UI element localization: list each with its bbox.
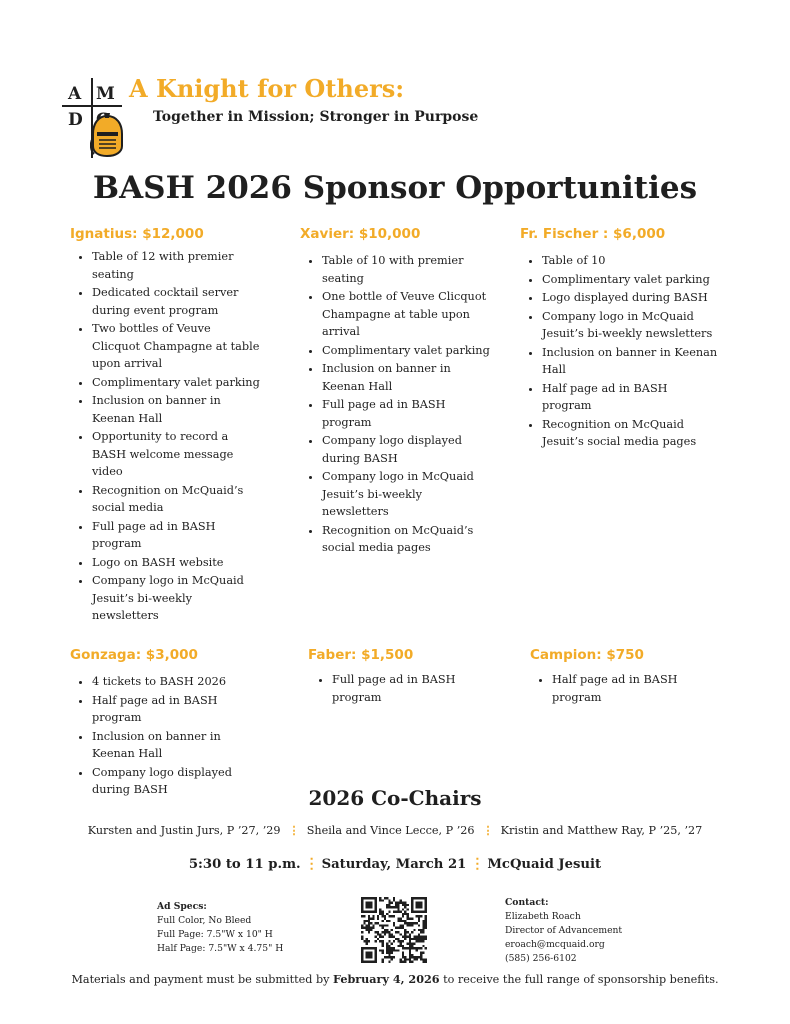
qr-modules [361,897,427,963]
tier-benefits-list [300,252,490,557]
benefit-item: • Company logo in McQuaid Jesuit’s bi-weekly newsletters [92,572,260,625]
benefit-item: • Table of 10 with premier seating [322,252,490,287]
benefit-item: • Inclusion on banner in Keenan Hall [542,344,720,379]
contact-phone: (585) 256-6102 [505,953,577,964]
footer-text-before: Materials and payment must be submitted by [71,973,333,986]
ad-specs-label: Ad Specs: [157,901,207,912]
contact-email[interactable]: eroach@mcquaid.org [505,939,605,950]
benefit-item: • Complimentary valet parking [322,342,490,360]
cochair-name: Sheila and Vince Lecce, P ’26 [306,824,475,837]
tier-heading: Ignatius: $12,000 [70,226,204,242]
ad-spec-line: Full Page: 7.5"W x 10" H [157,929,273,940]
benefit-item: • Table of 12 with premier seating [92,248,260,283]
separator: ⋮ [304,856,318,872]
tier-heading: Campion: $750 [530,647,644,663]
benefit-item: • Inclusion on banner in Keenan Hall [92,392,260,427]
tier-benefits-list [520,252,720,451]
footer-deadline: February 4, 2026 [333,972,440,986]
tier-campion [530,647,720,707]
tier-benefits-list [308,671,498,706]
separator: ⋮ [470,856,484,872]
tier-heading: Gonzaga: $3,000 [70,647,198,663]
tier-benefits-list [530,671,720,706]
tier-xavier [300,226,490,558]
event-venue: McQuaid Jesuit [487,857,602,872]
benefit-item: • Half page ad in BASH program [542,380,720,415]
benefit-item: • Full page ad in BASH program [92,518,260,553]
benefit-item: • Half page ad in BASH program [92,692,260,727]
benefit-item: • Company logo displayed during BASH [322,432,490,467]
event-date: Saturday, March 21 [321,857,467,872]
benefit-item: • One bottle of Veuve Clicquot Champagne at table upon arrival [322,288,490,341]
event-time: 5:30 to 11 p.m. [188,857,301,872]
cochair-name: Kursten and Justin Jurs, P ’27, ’29 [87,824,281,837]
page-title: BASH 2026 Sponsor Opportunities [92,170,698,206]
tier-ignatius [70,226,260,626]
cochair-name: Kristin and Matthew Ray, P ’25, ’27 [500,824,703,837]
benefit-item: • Half page ad in BASH program [552,671,720,706]
benefit-item: • Logo on BASH website [92,554,260,572]
benefit-item: • Complimentary valet parking [92,374,260,392]
contact-role: Director of Advancement [505,925,623,936]
contact-label: Contact: [505,897,549,908]
tier-faber [308,647,498,707]
benefit-item: • 4 tickets to BASH 2026 [92,673,260,691]
amdg-letter-d: D [68,110,83,130]
knight-helmet-icon [90,112,124,158]
tier-benefits-list [70,673,260,799]
tagline-title: A Knight for Others: [129,74,405,103]
tier-fr-fischer [520,226,720,452]
tagline-subtitle: Together in Mission; Stronger in Purpose [153,109,479,125]
benefit-item: • Complimentary valet parking [542,271,720,289]
contact-info [505,896,622,966]
tier-heading: Fr. Fischer : $6,000 [520,226,666,242]
qr-code[interactable] [361,897,427,963]
benefit-item: • Full page ad in BASH program [332,671,498,706]
amdg-letter-m: M [96,84,115,104]
separator: ⋮ [482,823,493,837]
benefit-item: • Company logo displayed during BASH [92,764,260,799]
contact-name: Elizabeth Roach [505,911,581,922]
benefit-item: • Inclusion on banner in Keenan Hall [92,728,260,763]
ad-spec-line: Full Color, No Bleed [157,915,252,926]
cochairs-title: 2026 Co-Chairs [308,786,482,810]
tier-heading: Xavier: $10,000 [300,226,421,242]
benefit-item: • Recognition on McQuaid Jesuit’s social media pages [542,416,720,451]
amdg-letter-a: A [68,84,82,104]
footer-text-after: to receive the full range of sponsorship benefits. [439,973,719,986]
benefit-item: • Recognition on McQuaid’s social media [92,482,260,517]
amdg-logo [62,76,122,160]
tier-heading: Faber: $1,500 [308,647,414,663]
benefit-item: • Opportunity to record a BASH welcome message video [92,428,260,481]
benefit-item: • Inclusion on banner in Keenan Hall [322,360,490,395]
cochairs-names [0,823,790,837]
ad-specs [157,900,283,956]
benefit-item: • Company logo in McQuaid Jesuit’s bi-weekly newsletters [322,468,490,521]
benefit-item: • Recognition on McQuaid’s social media pages [322,522,490,557]
tier-benefits-list [70,248,260,625]
event-details [0,856,790,872]
submission-note [0,972,790,986]
benefit-item: • Logo displayed during BASH [542,289,720,307]
tier-gonzaga [70,647,260,800]
benefit-item: • Table of 10 [542,252,720,270]
benefit-item: • Company logo in McQuaid Jesuit’s bi-weekly newsletters [542,308,720,343]
benefit-item: • Two bottles of Veuve Clicquot Champagne at table upon arrival [92,320,260,373]
separator: ⋮ [288,823,299,837]
ad-spec-line: Half Page: 7.5"W x 4.75" H [157,943,284,954]
benefit-item: • Dedicated cocktail server during event program [92,284,260,319]
benefit-item: • Full page ad in BASH program [322,396,490,431]
